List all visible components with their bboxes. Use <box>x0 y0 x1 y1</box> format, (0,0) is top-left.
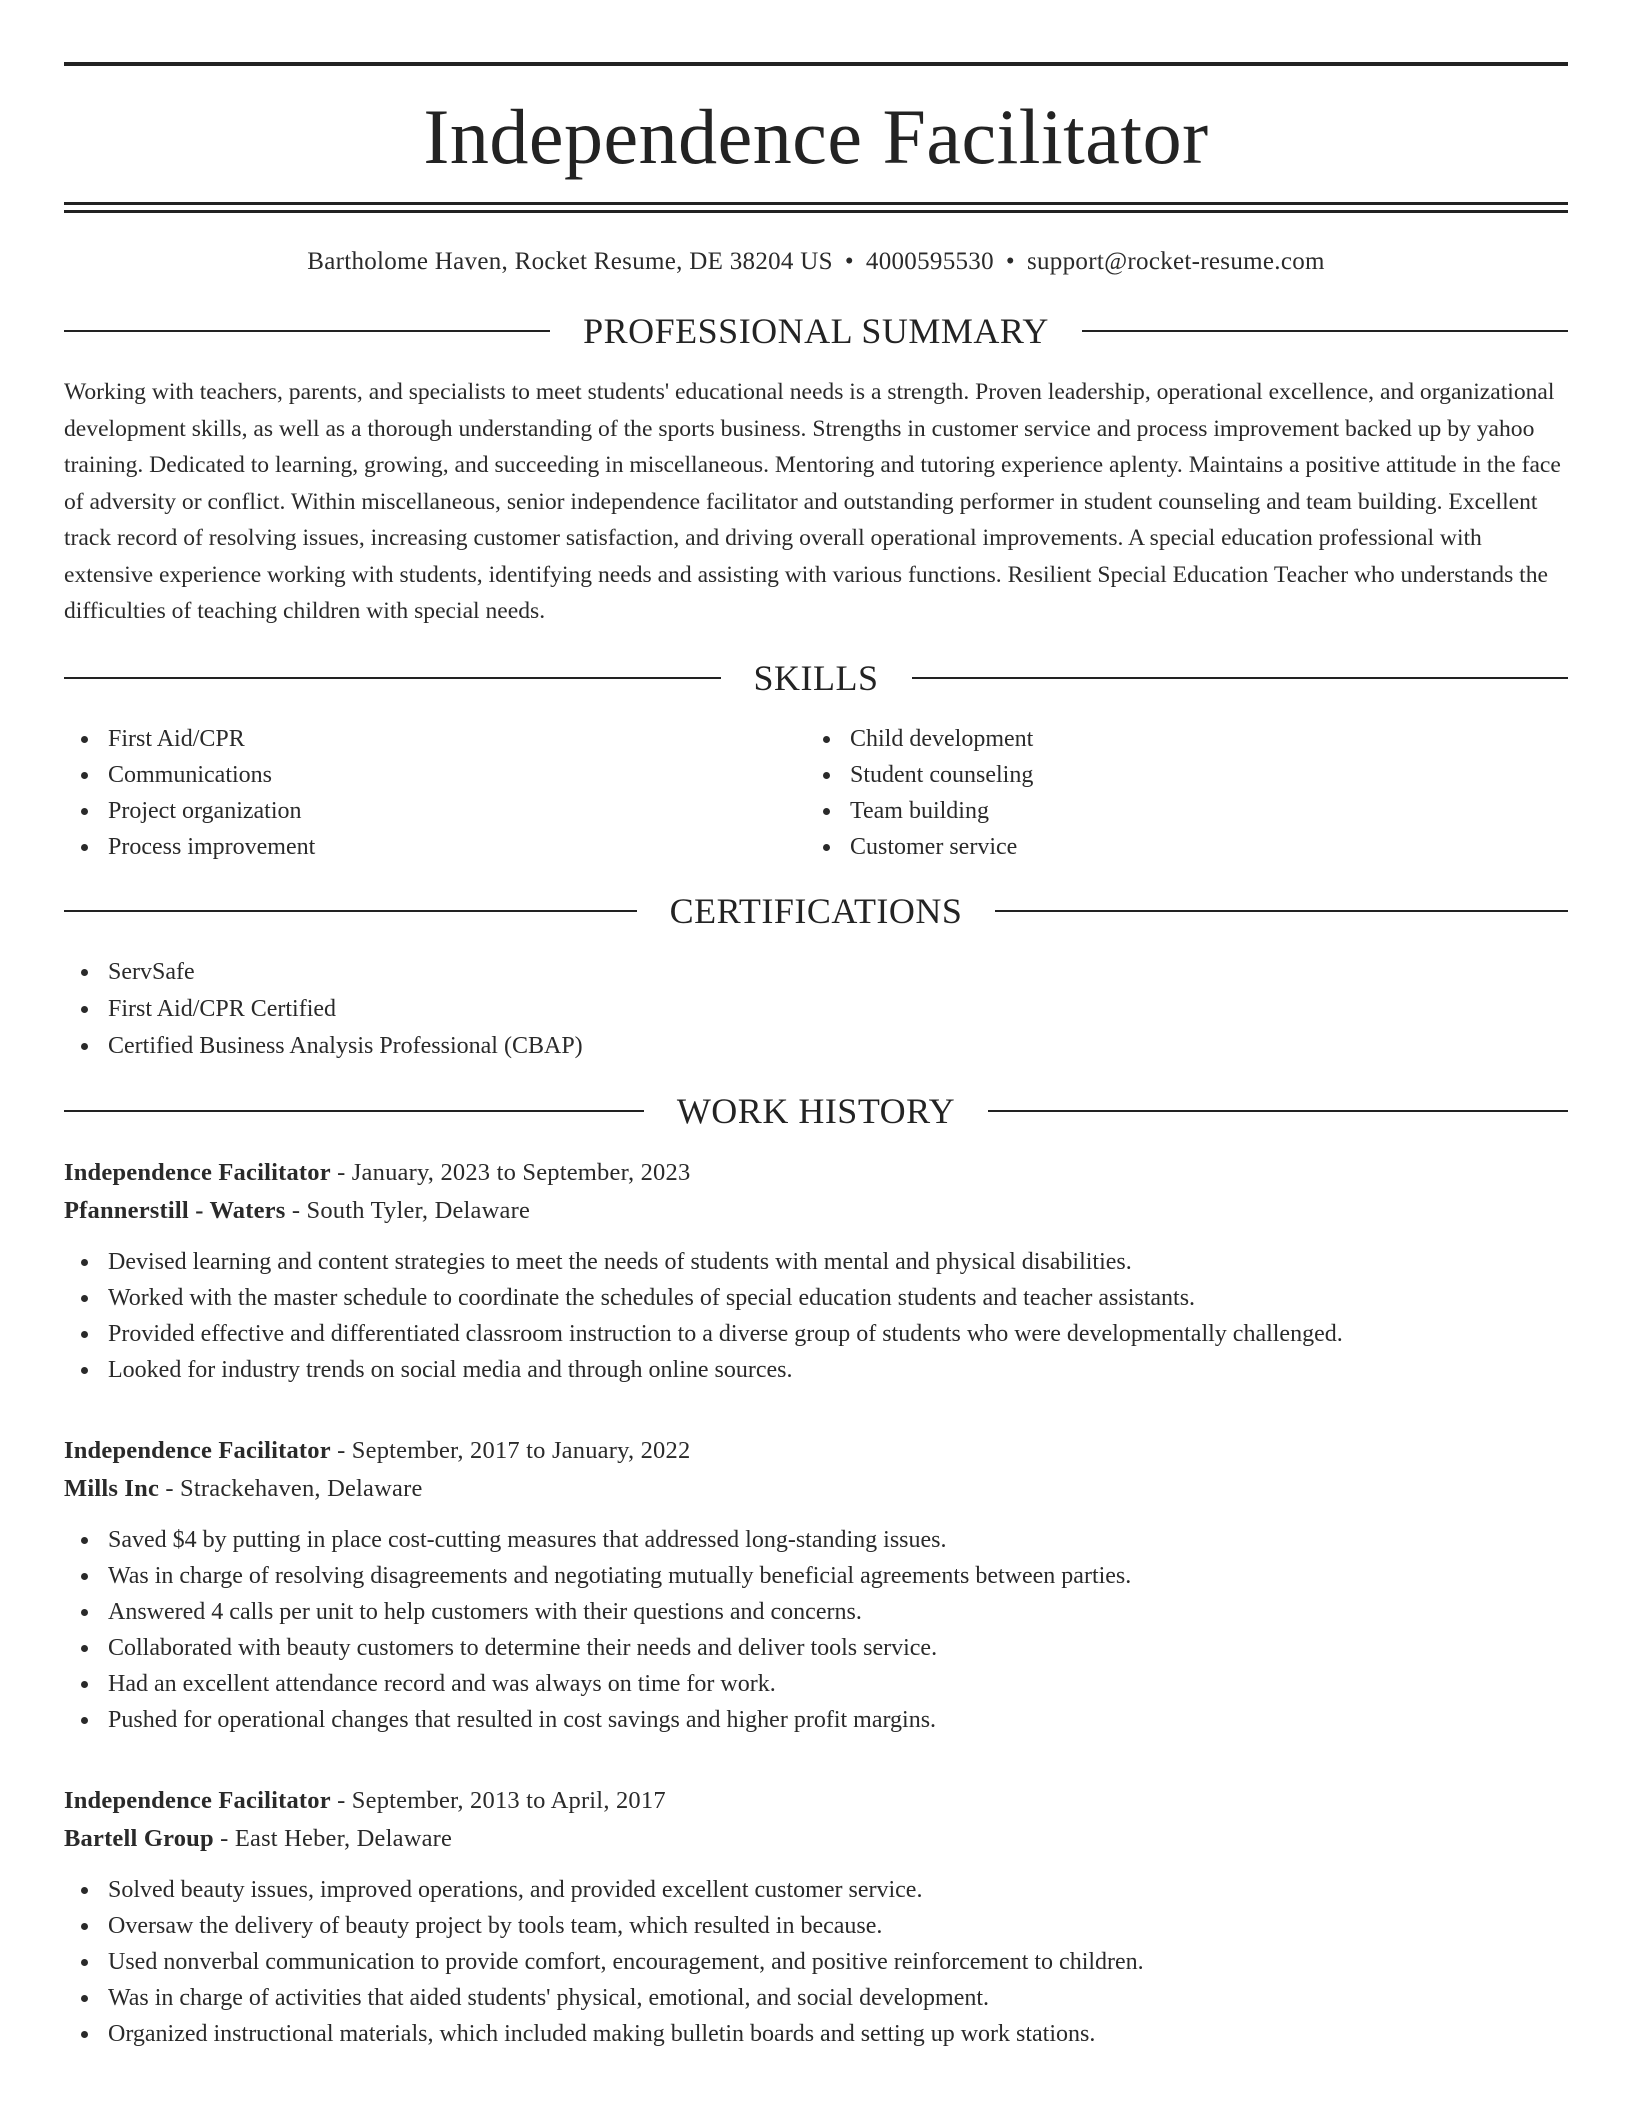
skills-column-right <box>806 721 1548 865</box>
job-title-line <box>64 1432 1568 1470</box>
section-header-skills <box>64 657 1568 698</box>
job-title-line <box>64 1782 1568 1820</box>
skills-column-left <box>64 721 806 865</box>
job-bullet: Looked for industry trends on social media and through online sources. <box>64 1352 1568 1388</box>
summary-paragraph: Working with teachers, parents, and specialists to meet students' educational needs is a strength. Proven leadership, operational excellence, and organizational development skills, as well as a thorough understanding of the sports business. Strengths in customer service and process improvement backed up by yahoo training. Dedicated to learning, growing, and succeeding in miscellaneous. Mentoring and tutoring experience aplenty. Maintains a positive attitude in the face of adversity or conflict. Within miscellaneous, senior independence facilitator and outstanding performer in student counseling and team building. Excellent track record of resolving issues, increasing customer satisfaction, and driving overall operational improvements. A special education professional with extensive experience working with students, identifying needs and assisting with various functions. Resilient Special Education Teacher who understands the difficulties of teaching children with special needs. <box>64 379 1561 624</box>
job-bullet: Provided effective and differentiated classroom instruction to a diverse group of students who were developmentally challenged. <box>64 1316 1568 1352</box>
job-title: Independence Facilitator <box>64 1158 331 1186</box>
section-divider <box>64 330 550 332</box>
certification-item: Certified Business Analysis Professional (CBAP) <box>64 1028 1568 1065</box>
job-bullet: Answered 4 calls per unit to help customers with their questions and concerns. <box>64 1594 1568 1630</box>
section-title: SKILLS <box>753 657 879 698</box>
contact-phone: 4000595530 <box>865 248 994 275</box>
section-divider <box>995 910 1568 912</box>
job-bullet: Used nonverbal communication to provide comfort, encouragement, and positive reinforcement to children. <box>64 1944 1568 1980</box>
job-company: Mills Inc <box>64 1474 160 1502</box>
job-location: - South Tyler, Delaware <box>285 1196 531 1224</box>
certification-item: ServSafe <box>64 954 1568 991</box>
job-company: Bartell Group <box>64 1824 214 1852</box>
job-company: Pfannerstill - Waters <box>64 1196 286 1224</box>
job-bullet: Solved beauty issues, improved operations, and provided excellent customer service. <box>64 1872 1568 1908</box>
job-bullet: Pushed for operational changes that resulted in cost savings and higher profit margins. <box>64 1702 1568 1738</box>
job-entry <box>64 1782 1568 2052</box>
section-title: WORK HISTORY <box>676 1090 956 1131</box>
skills-list <box>64 721 1568 865</box>
section-title: CERTIFICATIONS <box>669 890 963 931</box>
skill-item: Project organization <box>64 793 806 829</box>
job-entry <box>64 1432 1568 1738</box>
job-bullets <box>64 1244 1568 1388</box>
skill-item: Student counseling <box>806 757 1548 793</box>
job-bullets <box>64 1522 1568 1738</box>
job-bullet: Was in charge of resolving disagreements and negotiating mutually beneficial agreements between parties. <box>64 1558 1568 1594</box>
contact-separator: • <box>1005 248 1015 275</box>
resume-title: Independence Facilitator <box>423 93 1209 180</box>
job-bullet: Was in charge of activities that aided students' physical, emotional, and social development. <box>64 1980 1568 2016</box>
job-dates: - January, 2023 to September, 2023 <box>330 1158 691 1186</box>
job-bullet: Organized instructional materials, which included making bulletin boards and setting up work stations. <box>64 2016 1568 2052</box>
job-company-line <box>64 1820 1568 1858</box>
job-entry <box>64 1154 1568 1388</box>
section-divider <box>988 1110 1568 1112</box>
section-divider <box>1082 330 1568 332</box>
top-rule <box>64 62 1568 66</box>
skill-item: Process improvement <box>64 829 806 865</box>
contact-email: support@rocket-resume.com <box>1026 248 1325 275</box>
skill-item: Team building <box>806 793 1548 829</box>
contact-line <box>64 248 1568 276</box>
job-title: Independence Facilitator <box>64 1786 331 1814</box>
skill-item: First Aid/CPR <box>64 721 806 757</box>
job-location: - East Heber, Delaware <box>213 1824 453 1852</box>
section-divider <box>64 910 637 912</box>
contact-separator: • <box>844 248 854 275</box>
section-divider <box>64 1110 644 1112</box>
job-company-line <box>64 1192 1568 1230</box>
section-divider <box>64 677 721 679</box>
job-dates: - September, 2013 to April, 2017 <box>330 1786 666 1814</box>
job-dates: - September, 2017 to January, 2022 <box>330 1436 691 1464</box>
job-bullet: Had an excellent attendance record and was always on time for work. <box>64 1666 1568 1702</box>
job-company-line <box>64 1470 1568 1508</box>
job-bullets <box>64 1872 1568 2052</box>
job-bullet: Devised learning and content strategies to meet the needs of students with mental and physical disabilities. <box>64 1244 1568 1280</box>
job-bullet: Collaborated with beauty customers to determine their needs and deliver tools service. <box>64 1630 1568 1666</box>
job-bullet: Saved $4 by putting in place cost-cutting measures that addressed long-standing issues. <box>64 1522 1568 1558</box>
title-double-rule <box>64 202 1568 213</box>
section-title: PROFESSIONAL SUMMARY <box>583 311 1049 351</box>
job-location: - Strackehaven, Delaware <box>159 1474 423 1502</box>
job-bullet: Worked with the master schedule to coordinate the schedules of special education students and teacher assistants. <box>64 1280 1568 1316</box>
job-title: Independence Facilitator <box>64 1436 331 1464</box>
section-header-work-history <box>64 1090 1568 1131</box>
job-bullet: Oversaw the delivery of beauty project by tools team, which resulted in because. <box>64 1908 1568 1944</box>
section-header-summary <box>64 313 1568 349</box>
skill-item: Child development <box>806 721 1548 757</box>
skill-item: Customer service <box>806 829 1548 865</box>
certification-item: First Aid/CPR Certified <box>64 991 1568 1028</box>
job-title-line <box>64 1154 1568 1192</box>
contact-address: Bartholome Haven, Rocket Resume, DE 38204 US <box>307 248 833 275</box>
certifications-list <box>64 954 1568 1065</box>
section-header-certifications <box>64 890 1568 931</box>
section-divider <box>912 677 1569 679</box>
skill-item: Communications <box>64 757 806 793</box>
